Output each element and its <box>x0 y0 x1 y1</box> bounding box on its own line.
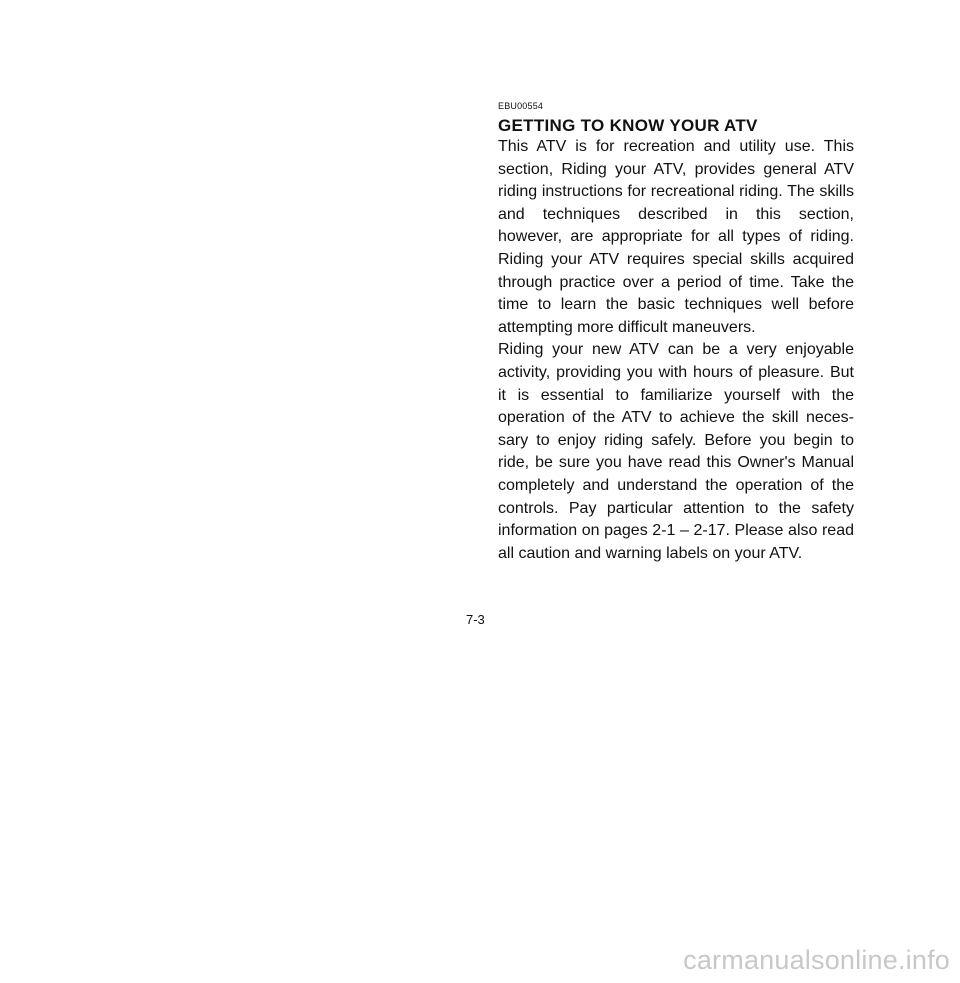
paragraph-2: Riding your new ATV can be a very enjoyable activity, providing you with hours of pleasure. But it is essential to familiarize yourself with the operation of the ATV to achieve the skill neces-sary to enjoy riding safely. Before you begin to ride, be sure you have read this Owner's Manual completely and understand the operation of the controls. Pay particular attention to the safety information on pages 2-1 – 2-17. Please also read all caution and warning labels on your ATV. <box>498 341 854 562</box>
paragraph-1: This ATV is for recreation and utility use. This section, Riding your ATV, provides general ATV riding instructions for recreational riding. The skills and techniques described in this section, however, are appropriate for all types of riding. Riding your ATV requires special skills acquired through practice over a period of time. Take the time to learn the basic techniques well before attempting more difficult maneuvers. <box>498 138 854 336</box>
section-code: EBU00554 <box>498 101 544 111</box>
body-text <box>498 136 854 565</box>
watermark: carmanualsonline.info <box>683 945 950 975</box>
page-number: 7-3 <box>466 612 485 627</box>
section-heading: GETTING TO KNOW YOUR ATV <box>498 116 758 135</box>
